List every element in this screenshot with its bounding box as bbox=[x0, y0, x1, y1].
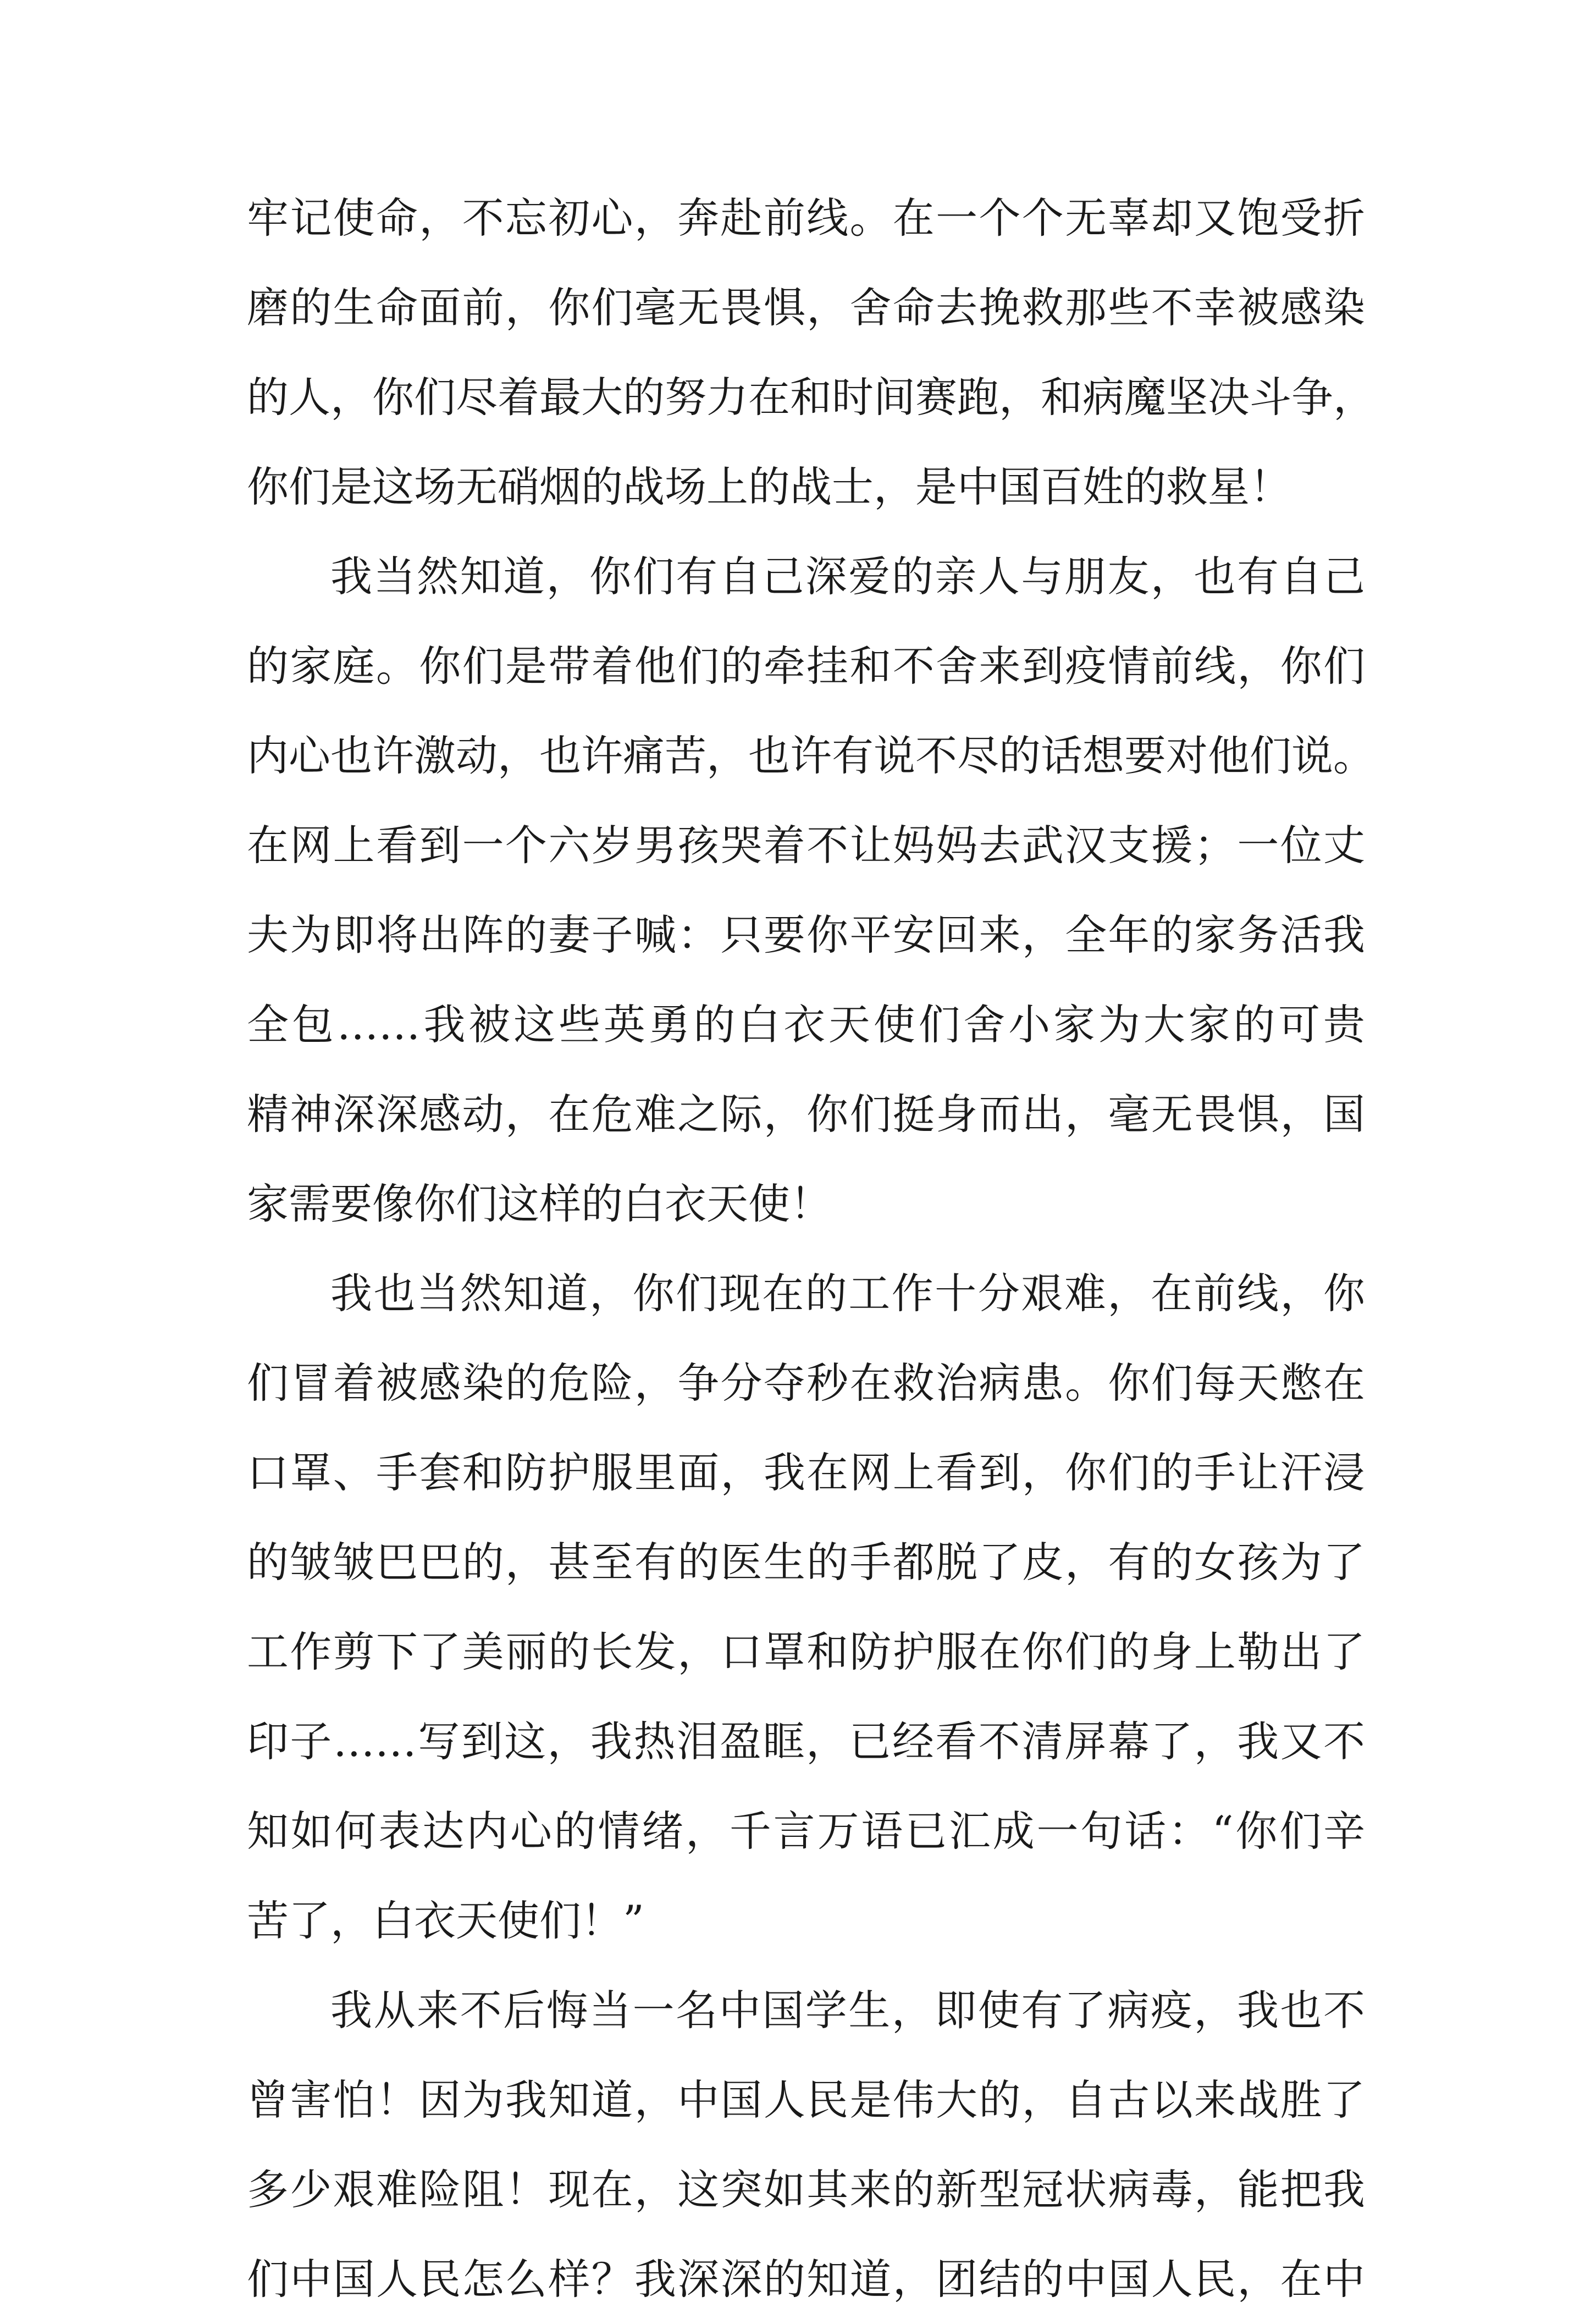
text-line: 印子……写到这，我热泪盈眶，已经看不清屏幕了，我又不 bbox=[247, 1717, 1365, 1766]
text-line: 我从来不后悔当一名中国学生，即使有了病疫，我也不 bbox=[330, 1986, 1365, 2035]
text-line: 全包……我被这些英勇的白衣天使们舍小家为大家的可贵 bbox=[247, 1000, 1365, 1049]
text-line: 的人，你们尽着最大的努力在和时间赛跑，和病魔坚决斗争， bbox=[247, 373, 1375, 422]
text-line: 苦了，白衣天使们！” bbox=[247, 1896, 644, 1945]
text-line: 内心也许激动，也许痛苦，也许有说不尽的话想要对他们说。 bbox=[247, 731, 1375, 780]
text-line: 你们是这场无硝烟的战场上的战士，是中国百姓的救星！ bbox=[247, 462, 1291, 511]
text-line: 夫为即将出阵的妻子喊：只要你平安回来，全年的家务活我 bbox=[247, 910, 1365, 959]
paragraph bbox=[247, 1966, 1365, 2324]
text-line: 我当然知道，你们有自己深爱的亲人与朋友，也有自己 bbox=[330, 552, 1365, 601]
text-line: 在网上看到一个六岁男孩哭着不让妈妈去武汉支援；一位丈 bbox=[247, 821, 1365, 870]
text-line: 磨的生命面前，你们毫无畏惧，舍命去挽救那些不幸被感染 bbox=[247, 283, 1365, 332]
text-line: 们冒着被感染的危险，争分夺秒在救治病患。你们每天憋在 bbox=[247, 1359, 1365, 1407]
text-line: 的皱皱巴巴的，甚至有的医生的手都脱了皮，有的女孩为了 bbox=[247, 1538, 1365, 1587]
text-line: 口罩、手套和防护服里面，我在网上看到，你们的手让汗浸 bbox=[247, 1448, 1365, 1497]
document-body bbox=[247, 173, 1375, 2324]
text-line: 牢记使命，不忘初心，奔赴前线。在一个个无辜却又饱受折 bbox=[247, 194, 1365, 242]
text-line: 知如何表达内心的情绪，千言万语已汇成一句话：“你们辛 bbox=[247, 1807, 1365, 1856]
text-line: 我也当然知道，你们现在的工作十分艰难，在前线，你 bbox=[330, 1269, 1365, 1318]
text-line: 精神深深感动，在危难之际，你们挺身而出，毫无畏惧，国 bbox=[247, 1090, 1365, 1139]
text-line: 曾害怕！因为我知道，中国人民是伟大的，自古以来战胜了 bbox=[247, 2075, 1365, 2124]
text-line: 的家庭。你们是带着他们的牵挂和不舍来到疫情前线，你们 bbox=[247, 642, 1365, 691]
text-line: 工作剪下了美丽的长发，口罩和防护服在你们的身上勒出了 bbox=[247, 1627, 1365, 1676]
paragraph bbox=[247, 173, 1375, 532]
text-line: 们中国人民怎么样？我深深的知道，团结的中国人民，在中 bbox=[247, 2255, 1365, 2304]
text-line: 家需要像你们这样的白衣天使！ bbox=[247, 1179, 832, 1228]
text-line: 多少艰难险阻！现在，这突如其来的新型冠状病毒，能把我 bbox=[247, 2165, 1365, 2214]
paragraph bbox=[247, 532, 1375, 1249]
paragraph bbox=[247, 1249, 1365, 1966]
